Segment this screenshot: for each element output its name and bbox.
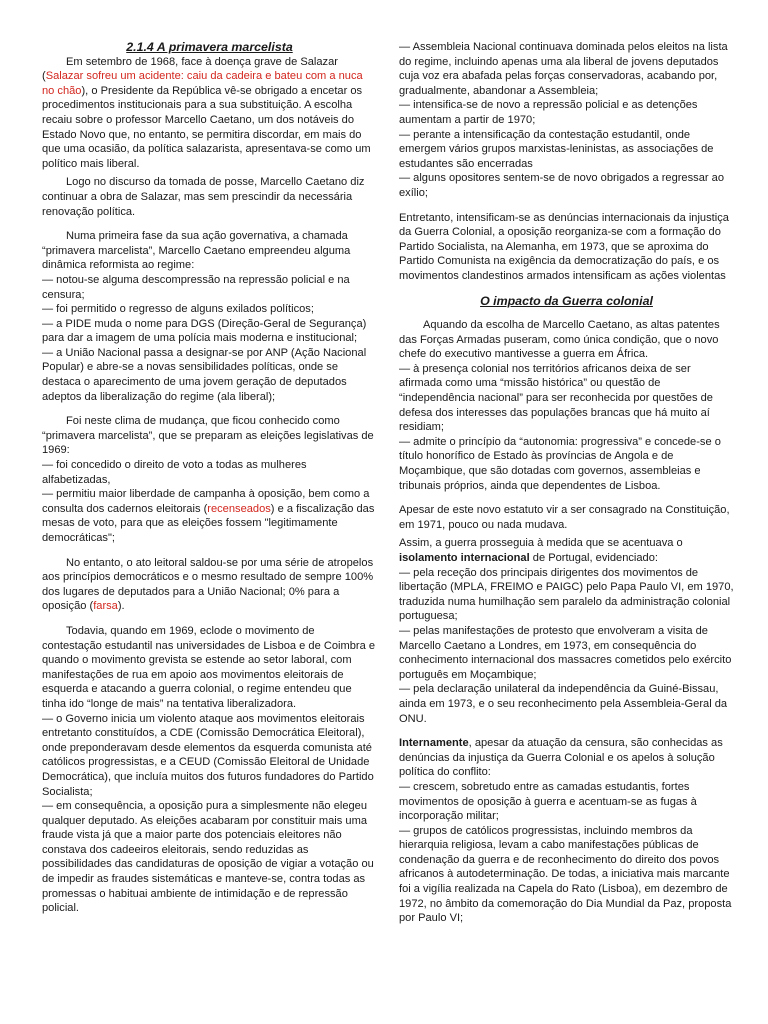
right-column [399, 40, 734, 1024]
paragraph: Apesar de este novo estatuto vir a ser consagrado na Constituição, em 1971, pouco ou nada mudava. [399, 504, 730, 531]
left-column [42, 40, 377, 1024]
paragraph: Em setembro de 1968, face à doença grave de Salazar (Salazar sofreu um acidente: caiu da cadeira e bateu com a nuca no chão), o Presidente da República vê-se obrigado a encetar os procedimentos institucionais para a sua substituição. A escolha recaiu sobre o professor Marcello Caetano, um dos notáveis do Estado Novo que, no entanto, se permitira discordar, em mais do que uma ocasião, da política salazarista, apresentava-se como um político mais liberal. [42, 55, 371, 170]
red-note: Salazar sofreu um acidente: caiu da cadeira e bateu com a nuca no chão [42, 70, 363, 97]
bold-term: Internamente [399, 737, 469, 750]
paragraph: Foi neste clima de mudança, que ficou conhecido como “primavera marcelista”, que se preparam as eleições legislativas de 1969: [42, 415, 374, 457]
section-title: O impacto da Guerra colonial [480, 293, 653, 308]
red-note: farsa [93, 600, 118, 613]
bullet-item: — a União Nacional passa a designar-se por ANP (Ação Nacional Popular) e abre-se a novas sensibilidades políticas, onde se destaca o aparecimento de uma jovem geração de deputados adeptos da liberalização do regime (ala liberal); [42, 346, 367, 403]
bullet-item: — pelas manifestações de protesto que envolveram a visita de Marcello Caetano a Londres, em 1973, em consequência do conhecimento internacional dos massacres cometidos pelo exército português em Moçambique; [399, 624, 732, 681]
bullet-item: — crescem, sobretudo entre as camadas estudantis, fortes movimentos de oposição à guerra e acentuam-se as fugas à incorporação militar; [399, 780, 697, 823]
bullet-item: — grupos de católicos progressistas, incluindo membros da hierarquia religiosa, levam a cabo manifestações públicas de condenação da guerra e de reconhecimento do direito dos povos africanos à autodeterminação. De todas, a iniciativa mais marcante foi a vigília realizada na Capela do Rato (Lisboa), em dezembro de 1972, no âmbito da comemoração do Dia Mundial da Paz, proposta por Paulo VI; [399, 824, 732, 925]
paragraph: Aquando da escolha de Marcello Caetano, as altas patentes das Forças Armadas puseram, como única condição, que o novo chefe do executivo mantivesse a guerra em África. [399, 319, 720, 361]
bullet-item: — foi concedido o direito de voto a todas as mulheres alfabetizadas, [42, 459, 307, 486]
bullet-item: — o Governo inicia um violento ataque aos movimentos eleitorais entretanto constituídos, a CDE (Comissão Democrática Eleitoral), onde preponderavam desde elementos da esquerda comunista até católicos progressistas, e a CEUD (Comissão Eleitoral de Unidade Democrática), que incluía muitos dos futuros fundadores do Partido Socialista; [42, 712, 374, 798]
bold-term: isolamento internacional [399, 552, 530, 564]
bullet-item: — admite o princípio da “autonomia: progressiva” e concede-se o título honorífico de Estado às províncias de Angola e de Moçambique, que são dotadas com governos, assembleias e tribunais próprios, ainda que dependentes de Lisboa. [399, 435, 721, 492]
bullet-item: — notou-se alguma descompressão na repressão policial e na censura; [42, 273, 350, 301]
bullet-item: — Assembleia Nacional continuava dominada pelos eleitos na lista do regime, incluindo apenas uma ala liberal de jovens deputados cuja voz era abafada pelas forças conservadoras, acabando por, gradualmente, abandonar a Assembleia; [399, 41, 728, 97]
bullet-item: — à presença colonial nos territórios africanos deixa de ser afirmada como uma “missão histórica” ou questão de “independência nacional” para ser reconhecida por questões de defesa dos interesses das populações brancas que há muito aí residiam; [399, 362, 713, 434]
paragraph: Entretanto, intensificam-se as denúncias internacionais da injustiça da Guerra Colonial, a oposição reorganiza-se com a formação do Partido Socialista, na Alemanha, em 1973, que se aproxima do Partido Comunista na exigência da democratização do país, e os movimentos clandestinos armados intensificam as ações violentas [399, 211, 729, 282]
paragraph: No entanto, o ato leitoral saldou-se por uma série de atropelos aos princípios democráticos e o mesmo resultado de sempre 100% dos lugares de deputados para a União Nacional; 0% para a oposição (farsa). [42, 556, 374, 613]
bullet-item: — pela receção dos principais dirigentes dos movimentos de libertação (MPLA, FREIMO e PAIGC) pelo Papa Paulo VI, em 1970, traduzida numa humilhação sem paralelo da administração colonial portuguesa; [399, 566, 734, 623]
paragraph: Internamente, apesar da atuação da censura, são conhecidas as denúncias da injustiça da Guerra Colonial e os apelos à solução política do conflito: [399, 737, 723, 779]
bullet-item: — em consequência, a oposição pura a simplesmente não elegeu qualquer deputado. As eleições acabaram por constituir mais uma fraude vista já que a maior parte dos potenciais eleitores não constava dos cadeeiros eleitorais, sendo reduzidas as possibilidades das candidaturas de oposição de vigiar a votação ou de impedir as fraudes sistemáticas e manteve-se, contra todas as promessas o habituai ambiente de intimidação e de repressão policial. [42, 800, 374, 915]
bullet-item: — alguns opositores sentem-se de novo obrigados a regressar ao exílio; [399, 172, 724, 199]
red-note: recenseados [207, 502, 271, 515]
paragraph: Assim, a guerra prosseguia à medida que se acentuava o isolamento internacional de Portugal, evidenciado: [399, 537, 683, 564]
bullet-item: — pela declaração unilateral da independência da Guiné-Bissau, ainda em 1973, e o seu reconhecimento pela Assembleia-Geral da ONU. [399, 683, 728, 725]
bullet-item: — intensifica-se de novo a repressão policial e as detenções aumentam a partir de 1970; [399, 99, 698, 126]
paragraph: Numa primeira fase da sua ação governativa, a chamada “primavera marcelista”, Marcello Caetano empreendeu alguma dinâmica reformista ao regime: [42, 230, 351, 272]
section-title: 2.1.4 A primavera marcelista [126, 40, 293, 54]
bullet-item: — a PIDE muda o nome para DGS (Direção-Geral de Segurança) para dar a imagem de uma polícia mais moderna e institucional; [42, 317, 367, 345]
bullet-item: — permitiu maior liberdade de campanha à oposição, bem como a consulta dos cadernos eleitorais (recenseados) e a fiscalização das mesas de voto, para que as eleições fossem "legitimamente democráticas"; [42, 488, 375, 544]
paragraph: Logo no discurso da tomada de posse, Marcello Caetano diz continuar a obra de Salazar, mas sem prescindir da necessária renovação política. [42, 176, 365, 218]
paragraph: Todavia, quando em 1969, eclode o movimento de contestação estudantil nas universidades de Lisboa e de Coimbra e quando o movimento grevista se estende ao setor laboral, com manifestações de rua em apoio aos movimentos eleitorais de esquerda e atacando a guerra colonial, o regime entendeu que tinha ido “longe de mais” na tentativa liberalizadora. [42, 624, 376, 710]
bullet-item: — foi permitido o regresso de alguns exilados políticos; [42, 303, 314, 316]
bullet-item: — perante a intensificação da contestação estudantil, onde emergem vários grupos marxistas-leninistas, as associações de estudantes são encerradas [399, 128, 714, 170]
